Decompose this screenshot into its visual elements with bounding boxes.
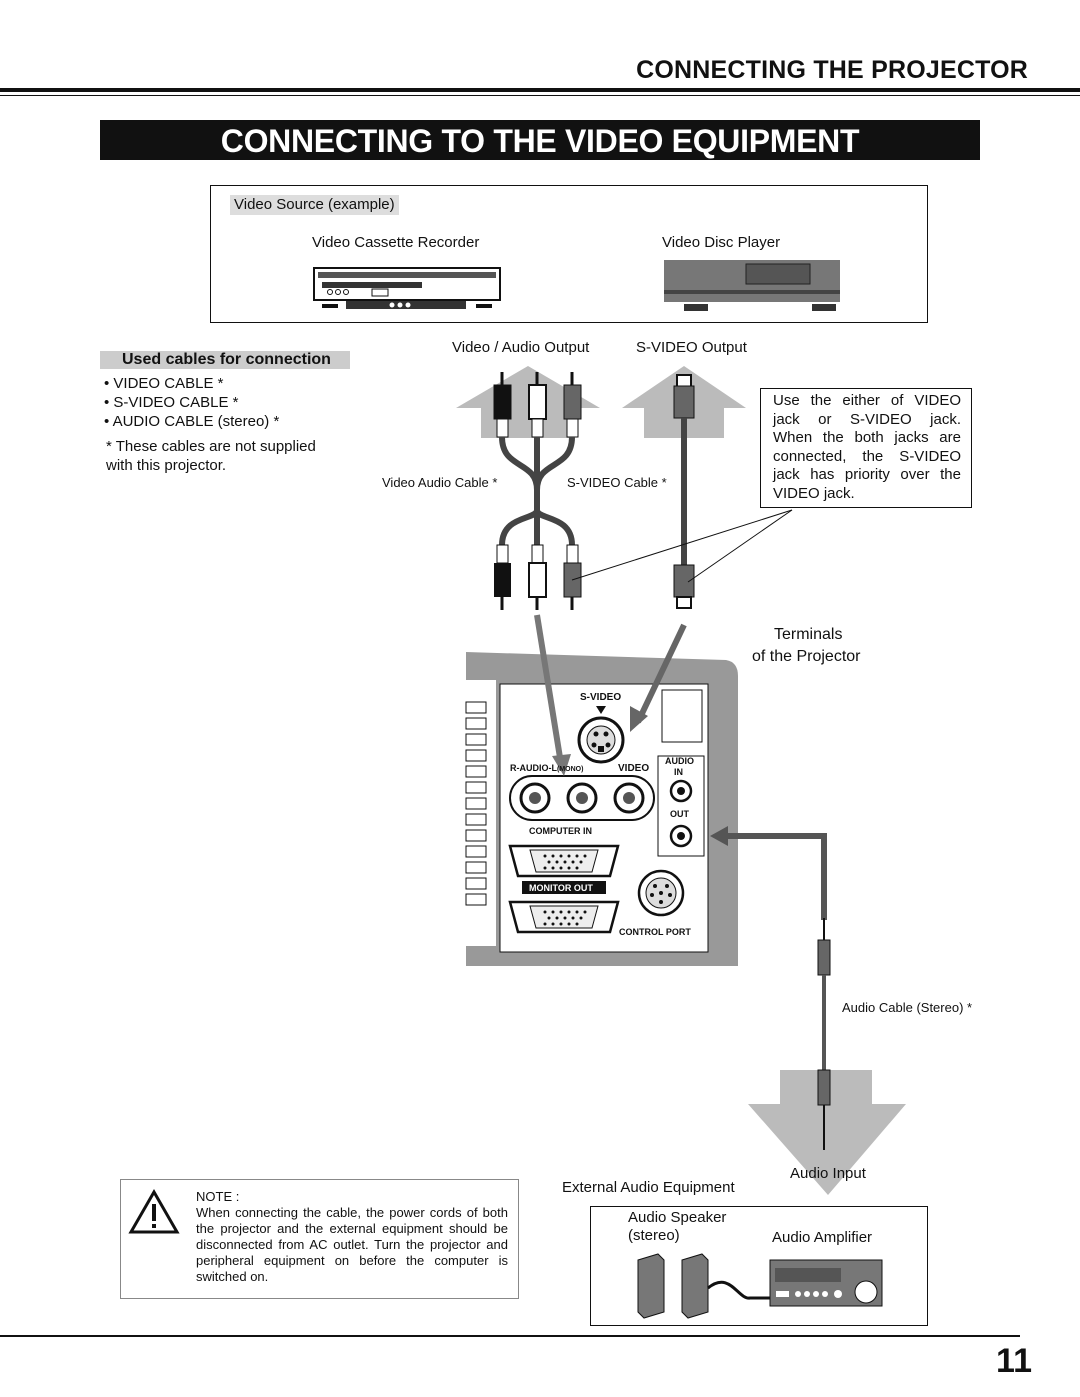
terminals-label: Terminals — [774, 626, 843, 643]
video-jack-label: VIDEO — [618, 763, 650, 774]
list-item: • AUDIO CABLE (stereo) * — [104, 413, 280, 430]
amplifier-label: Audio Amplifier — [772, 1229, 873, 1246]
section-title: CONNECTING THE PROJECTOR — [636, 56, 1028, 84]
top-svideo-plug — [674, 375, 694, 418]
disc-player-label: Video Disc Player — [662, 234, 781, 251]
audio-input-label: Audio Input — [790, 1165, 866, 1182]
svideo-jack-label: S-VIDEO — [580, 692, 622, 703]
external-audio-label: External Audio Equipment — [562, 1179, 735, 1196]
bottom-rca-plugs — [494, 545, 581, 610]
audio-cable-label: Audio Cable (Stereo) * — [842, 1000, 973, 1015]
av-cables — [502, 437, 572, 545]
svideo-output-label: S-VIDEO Output — [636, 339, 747, 356]
note-body: When connecting the cable, the power cords of both the projector and the external equipment should be disconnected from AC outlet. Turn the projector and peripheral equipment on before the computer is switched on. — [196, 1205, 508, 1284]
audio-label: AUDIO — [665, 756, 694, 766]
audio-in-label: IN — [674, 767, 683, 777]
page-number: 11 — [996, 1342, 1032, 1380]
disc-player-illustration — [664, 260, 840, 311]
footer-rule — [0, 1335, 1020, 1337]
vcr-illustration — [314, 268, 500, 309]
list-item: • VIDEO CABLE * — [104, 375, 224, 392]
audio-out-label: OUT — [670, 809, 689, 819]
av-cable-label: Video Audio Cable * — [382, 475, 498, 490]
computer-in-label: COMPUTER IN — [529, 826, 592, 836]
cables-heading: Used cables for connection — [100, 351, 350, 369]
audio-cable — [818, 918, 830, 1070]
svideo-cable-label: S-VIDEO Cable * — [567, 475, 667, 490]
terminals-label-2: of the Projector — [752, 648, 861, 665]
list-item: • S-VIDEO CABLE * — [104, 394, 239, 411]
speaker-label: Audio Speaker — [628, 1209, 727, 1226]
cables-note: * These cables are not supplied with this projector. — [106, 438, 316, 474]
audio-jack-label: R-AUDIO-L(MONO) — [510, 763, 584, 773]
video-source-label: Video Source (example) — [230, 195, 399, 215]
note-text — [196, 1189, 508, 1285]
monitor-out-label: MONITOR OUT — [529, 883, 593, 893]
speaker-label-2: (stereo) — [628, 1227, 680, 1244]
av-output-label: Video / Audio Output — [452, 339, 590, 356]
control-port-label: CONTROL PORT — [619, 927, 691, 937]
vcr-label: Video Cassette Recorder — [312, 234, 480, 251]
page-title: CONNECTING TO THE VIDEO EQUIPMENT — [100, 120, 980, 160]
priority-info-box: Use the either of VIDEO jack or S-VIDEO jack. When the both jacks are connected, the S-VIDEO jack has priority over the VIDEO jack. — [760, 388, 972, 508]
note-title: NOTE : — [196, 1189, 240, 1204]
bottom-svideo-plug — [674, 565, 694, 608]
